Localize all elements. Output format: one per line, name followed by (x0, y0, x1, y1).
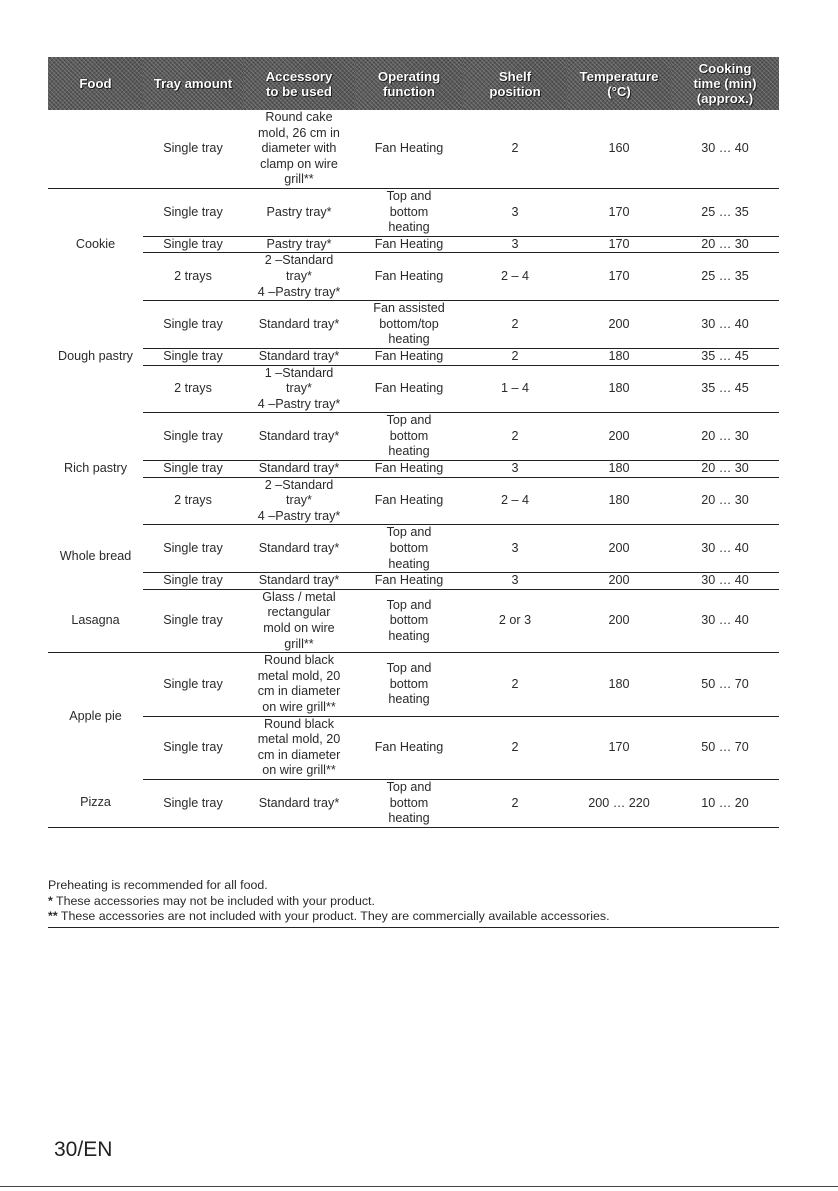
cooking-time-cell: 35 … 45 (671, 348, 779, 365)
temperature-cell: 180 (567, 461, 671, 478)
cooking-table-area (48, 57, 779, 828)
table-row (48, 188, 779, 236)
tray-amount-cell: 2 trays (143, 477, 243, 525)
cooking-time-cell: 30 … 40 (671, 301, 779, 349)
accessory-cell: 1 –Standard tray* 4 –Pastry tray* (243, 365, 355, 413)
operating-function-cell: Top and bottom heating (355, 779, 463, 827)
operating-function-cell: Fan assisted bottom/top heating (355, 301, 463, 349)
shelf-position-cell: 2 (463, 653, 567, 716)
tray-amount-cell: 2 trays (143, 253, 243, 301)
table-row (48, 589, 779, 652)
table-row (48, 110, 779, 188)
table-row (48, 348, 779, 365)
accessory-cell: Round black metal mold, 20 cm in diameter on wire grill** (243, 716, 355, 779)
shelf-position-cell: 2 (463, 301, 567, 349)
operating-function-cell: Fan Heating (355, 365, 463, 413)
header-accessory: Accessory to be used (243, 57, 355, 110)
tray-amount-cell: Single tray (143, 779, 243, 827)
tray-amount-cell: Single tray (143, 413, 243, 461)
tray-amount-cell: Single tray (143, 573, 243, 590)
temperature-cell: 160 (567, 110, 671, 188)
tray-amount-cell: Single tray (143, 301, 243, 349)
food-cell (48, 110, 143, 188)
table-row (48, 477, 779, 525)
temperature-cell: 180 (567, 365, 671, 413)
tray-amount-cell: Single tray (143, 653, 243, 716)
cooking-time-cell: 25 … 35 (671, 253, 779, 301)
cooking-time-cell: 20 … 30 (671, 236, 779, 253)
notes-bottom-rule (48, 927, 779, 928)
operating-function-cell: Fan Heating (355, 253, 463, 301)
operating-function-cell: Top and bottom heating (355, 188, 463, 236)
shelf-position-cell: 2 or 3 (463, 589, 567, 652)
table-row (48, 301, 779, 349)
accessory-cell: Standard tray* (243, 348, 355, 365)
food-cell: Whole bread (59, 549, 132, 564)
footnotes (48, 878, 779, 925)
temperature-cell: 200 (567, 413, 671, 461)
operating-function-cell: Top and bottom heating (355, 525, 463, 573)
operating-function-cell: Fan Heating (355, 348, 463, 365)
accessory-cell: Round cake mold, 26 cm in diameter with clamp on wire grill** (243, 110, 355, 188)
header-tray-amount: Tray amount (143, 57, 243, 110)
food-cell: Cookie (75, 237, 116, 251)
operating-function-cell: Fan Heating (355, 110, 463, 188)
operating-function-cell: Top and bottom heating (355, 589, 463, 652)
cooking-table (48, 57, 779, 828)
table-row (48, 653, 779, 716)
shelf-position-cell: 3 (463, 236, 567, 253)
temperature-cell: 180 (567, 653, 671, 716)
table-row (48, 525, 779, 573)
shelf-position-cell: 2 – 4 (463, 253, 567, 301)
shelf-position-cell: 2 (463, 413, 567, 461)
accessory-cell: Pastry tray* (243, 188, 355, 236)
page-number: 30/EN (54, 1138, 113, 1161)
operating-function-cell: Fan Heating (355, 236, 463, 253)
cooking-time-cell: 20 … 30 (671, 413, 779, 461)
shelf-position-cell: 3 (463, 188, 567, 236)
cooking-time-cell: 20 … 30 (671, 461, 779, 478)
table-row (48, 779, 779, 827)
tray-amount-cell: Single tray (143, 236, 243, 253)
table-row (48, 253, 779, 301)
header-operating-function: Operating function (355, 57, 463, 110)
operating-function-cell: Top and bottom heating (355, 653, 463, 716)
accessory-cell: Standard tray* (243, 301, 355, 349)
accessory-cell: 2 –Standard tray* 4 –Pastry tray* (243, 477, 355, 525)
food-cell: Apple pie (69, 708, 122, 723)
cooking-time-cell: 10 … 20 (671, 779, 779, 827)
operating-function-cell: Fan Heating (355, 573, 463, 590)
tray-amount-cell: Single tray (143, 589, 243, 652)
table-row (48, 413, 779, 461)
tray-amount-cell: Single tray (143, 716, 243, 779)
preheat-note: Preheating is recommended for all food. (48, 878, 268, 892)
accessory-cell: Glass / metal rectangular mold on wire grill** (243, 589, 355, 652)
shelf-position-cell: 2 (463, 716, 567, 779)
operating-function-cell: Top and bottom heating (355, 413, 463, 461)
temperature-cell: 180 (567, 477, 671, 525)
tray-amount-cell: Single tray (143, 525, 243, 573)
accessory-cell: Pastry tray* (243, 236, 355, 253)
food-cell: Dough pastry (58, 348, 133, 363)
shelf-position-cell: 3 (463, 573, 567, 590)
table-header (48, 57, 779, 110)
cooking-time-cell: 50 … 70 (671, 716, 779, 779)
shelf-position-cell: 1 – 4 (463, 365, 567, 413)
shelf-position-cell: 3 (463, 461, 567, 478)
food-cell: Rich pastry (64, 461, 127, 476)
header-shelf-position: Shelf position (463, 57, 567, 110)
cooking-time-cell: 25 … 35 (671, 188, 779, 236)
temperature-cell: 200 (567, 301, 671, 349)
shelf-position-cell: 2 – 4 (463, 477, 567, 525)
operating-function-cell: Fan Heating (355, 461, 463, 478)
header-cooking-time: Cooking time (min) (approx.) (671, 57, 779, 110)
accessory-cell: Round black metal mold, 20 cm in diameter on wire grill** (243, 653, 355, 716)
table-row (48, 716, 779, 779)
accessory-cell: Standard tray* (243, 779, 355, 827)
temperature-cell: 170 (567, 236, 671, 253)
cooking-time-cell: 35 … 45 (671, 365, 779, 413)
double-star-note: ** These accessories are not included with your product. They are commercially available accessories. (48, 909, 610, 924)
temperature-cell: 200 (567, 525, 671, 573)
temperature-cell: 200 (567, 573, 671, 590)
cooking-time-cell: 30 … 40 (671, 525, 779, 573)
cooking-time-cell: 30 … 40 (671, 573, 779, 590)
accessory-cell: Standard tray* (243, 573, 355, 590)
header-temperature: Temperature (°C) (567, 57, 671, 110)
operating-function-cell: Fan Heating (355, 716, 463, 779)
table-row (48, 365, 779, 413)
operating-function-cell: Fan Heating (355, 477, 463, 525)
page-bottom-rule (0, 1186, 838, 1187)
temperature-cell: 170 (567, 253, 671, 301)
shelf-position-cell: 2 (463, 779, 567, 827)
shelf-position-cell: 2 (463, 110, 567, 188)
temperature-cell: 180 (567, 348, 671, 365)
single-star-note: * These accessories may not be included with your product. (48, 893, 375, 908)
table-row (48, 573, 779, 590)
cooking-time-cell: 30 … 40 (671, 589, 779, 652)
cooking-time-cell: 30 … 40 (671, 110, 779, 188)
shelf-position-cell: 2 (463, 348, 567, 365)
food-cell: Pizza (48, 779, 143, 827)
tray-amount-cell: Single tray (143, 461, 243, 478)
accessory-cell: Standard tray* (243, 525, 355, 573)
table-row (48, 461, 779, 478)
tray-amount-cell: 2 trays (143, 365, 243, 413)
accessory-cell: Standard tray* (243, 413, 355, 461)
cooking-time-cell: 50 … 70 (671, 653, 779, 716)
temperature-cell: 200 (567, 589, 671, 652)
accessory-cell: 2 –Standard tray* 4 –Pastry tray* (243, 253, 355, 301)
table-body (48, 110, 779, 827)
tray-amount-cell: Single tray (143, 188, 243, 236)
tray-amount-cell: Single tray (143, 348, 243, 365)
temperature-cell: 170 (567, 716, 671, 779)
header-food: Food (48, 57, 143, 110)
food-cell: Lasagna (48, 589, 143, 652)
accessory-cell: Standard tray* (243, 461, 355, 478)
temperature-cell: 200 … 220 (567, 779, 671, 827)
tray-amount-cell: Single tray (143, 110, 243, 188)
table-row (48, 236, 779, 253)
shelf-position-cell: 3 (463, 525, 567, 573)
temperature-cell: 170 (567, 188, 671, 236)
cooking-time-cell: 20 … 30 (671, 477, 779, 525)
